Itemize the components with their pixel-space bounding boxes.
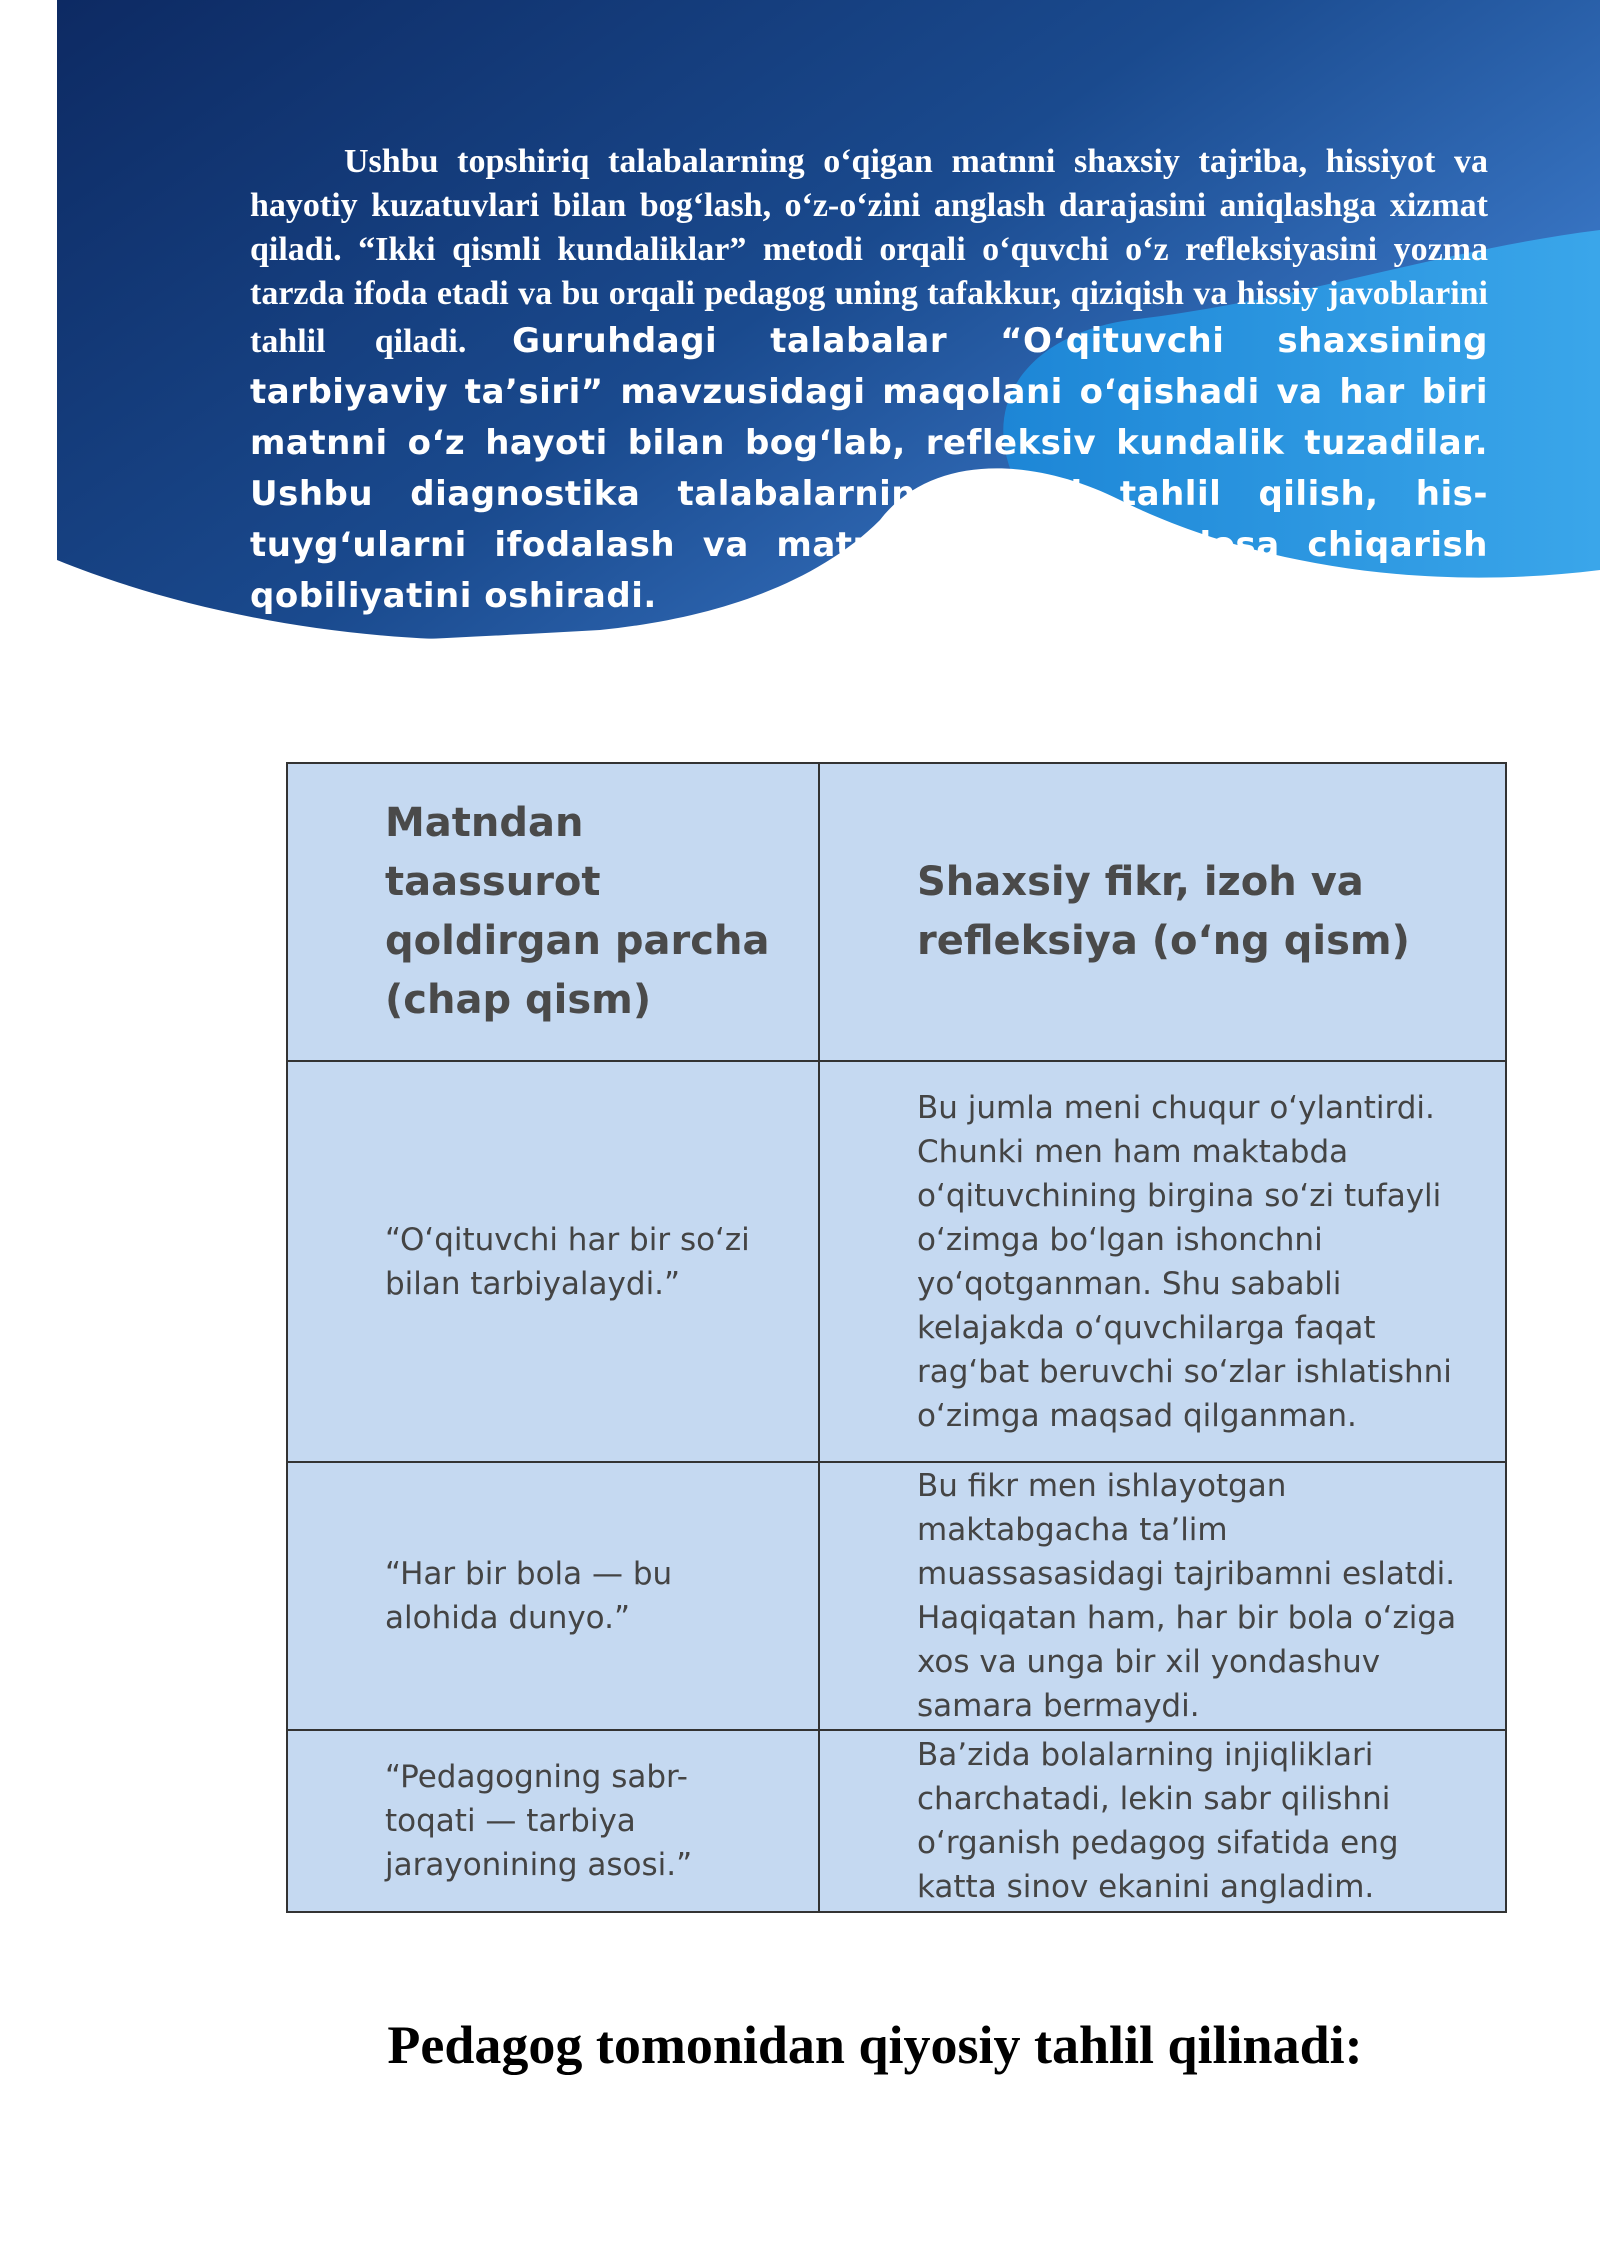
table-header-row bbox=[287, 763, 1506, 1061]
intro-sans-text: Guruhdagi talabalar “O‘qituvchi shaxsining tarbiyaviy ta’siri” mavzusidagi maqolani o‘qishadi va har biri matnni o‘z hayoti bilan bog‘lab, refleksiv kundalik tuzadilar. Ushbu diagnostika talabalarning fikrni tahlil qilish, his-tuyg‘ularni ifodalash va matndan shaxsiy xulosa chiqarish qobiliyatini oshiradi. bbox=[250, 321, 1489, 616]
reflection-cell: Ba’zida bolalarning injiqliklari charchatadi, lekin sabr qilishni o‘rganish pedagog sifatida eng katta sinov ekanini angladim. bbox=[819, 1730, 1506, 1912]
reflection-cell: Bu fikr men ishlayotgan maktabgacha ta’lim muassasasidagi tajribamni eslatdi. Haqiqatan ham, har bir bola o‘ziga xos va unga bir xil yondashuv samara bermaydi. bbox=[819, 1462, 1506, 1730]
reflection-cell: Bu jumla meni chuqur o‘ylantirdi. Chunki men ham maktabda o‘qituvchining birgina so‘zi tufayli o‘zimga bo‘lgan ishonchni yo‘qotganman. Shu sababli kelajakda o‘quvchilarga faqat rag‘bat beruvchi so‘zlar ishlatishni o‘zimga maqsad qilganman. bbox=[819, 1061, 1506, 1462]
header-left: Matndan taassurot qoldirgan parcha (chap qism) bbox=[287, 763, 819, 1061]
quote-cell: “Pedagogning sabr-toqati — tarbiya jarayonining asosi.” bbox=[287, 1730, 819, 1912]
double-entry-journal-table bbox=[286, 762, 1507, 1913]
table-row bbox=[287, 1730, 1506, 1912]
table-row bbox=[287, 1462, 1506, 1730]
intro-paragraph bbox=[250, 140, 1488, 622]
intro-serif-text: Ushbu topshiriq talabalarning o‘qigan matnni shaxsiy tajriba, hissiyot va hayotiy kuzatuvlari bilan bog‘lash, o‘z-o‘zini anglash darajasini aniqlashga xizmat qiladi. “Ikki qismli kundaliklar” metodi orqali o‘quvchi o‘z refleksiyasini yozma tarzda ifoda etadi va bu orqali pedagog uning tafakkur, qiziqish va hissiy javoblarini tahlil qiladi. bbox=[250, 143, 1488, 360]
table-row bbox=[287, 1061, 1506, 1462]
header-right: Shaxsiy fikr, izoh va refleksiya (o‘ng qism) bbox=[819, 763, 1506, 1061]
quote-cell: “O‘qituvchi har bir so‘zi bilan tarbiyalaydi.” bbox=[287, 1061, 819, 1462]
footer-heading: Pedagog tomonidan qiyosiy tahlil qilinadi: bbox=[387, 2015, 1363, 2075]
quote-cell: “Har bir bola — bu alohida dunyo.” bbox=[287, 1462, 819, 1730]
